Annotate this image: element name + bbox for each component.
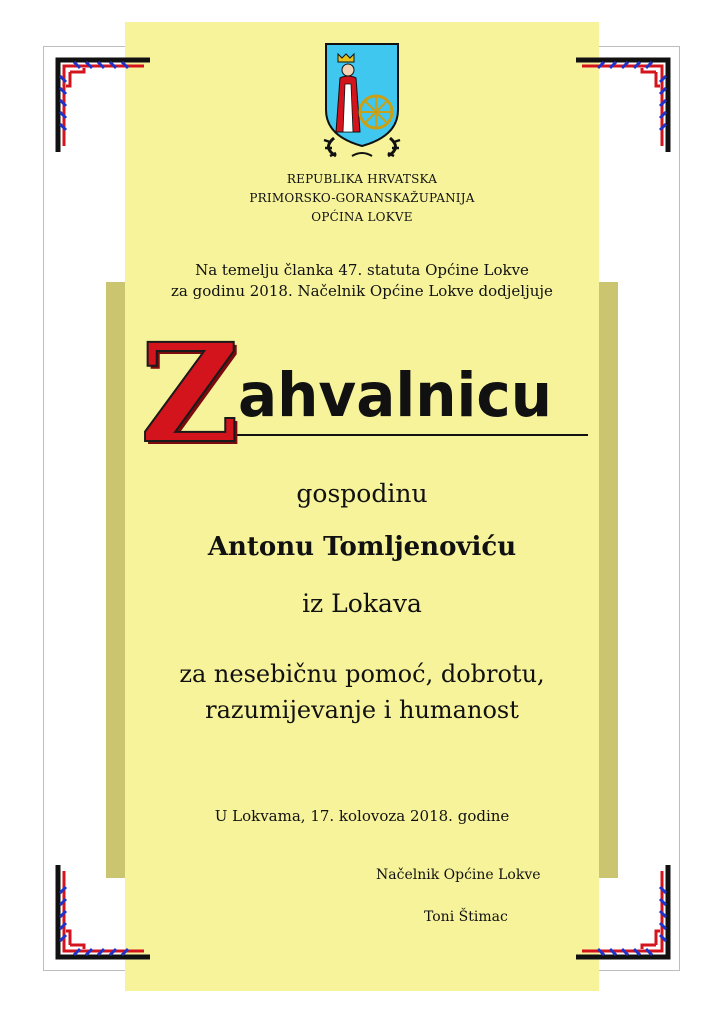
corner-ornament-bottom-left-icon [54, 861, 154, 961]
reason-line-1: za nesebičnu pomoć, dobrotu, [179, 660, 545, 688]
reason-line-2: razumijevanje i humanost [205, 696, 519, 724]
recipient-name: Antonu Tomljenoviću [207, 532, 517, 562]
header-municipality: OPĆINA LOKVE [311, 210, 413, 224]
recipient-salutation: gospodinu [296, 479, 428, 508]
certificate-title [140, 314, 600, 474]
signature-name: Toni Štimac [424, 909, 508, 925]
intro-line-2: za godinu 2018. Načelnik Općine Lokve dodjeljuje [171, 282, 553, 300]
corner-ornament-top-left-icon [54, 56, 154, 156]
title-initial: Z [140, 314, 240, 474]
header-republic: REPUBLIKA HRVATSKA [286, 172, 438, 186]
title-underline [210, 434, 588, 436]
lokve-coat-of-arms-icon [312, 40, 412, 162]
header-county: PRIMORSKO-GORANSKAŽUPANIJA [249, 191, 475, 205]
intro-line-1: Na temelju članka 47. statuta Općine Lokve [195, 261, 529, 279]
dateline: U Lokvama, 17. kolovoza 2018. godine [214, 807, 510, 825]
recipient-place: iz Lokava [302, 589, 422, 618]
corner-ornament-bottom-right-icon [572, 861, 672, 961]
title-rest: ahvalnicu [238, 359, 553, 431]
signature-role: Načelnik Općine Lokve [376, 867, 541, 883]
corner-ornament-top-right-icon [572, 56, 672, 156]
